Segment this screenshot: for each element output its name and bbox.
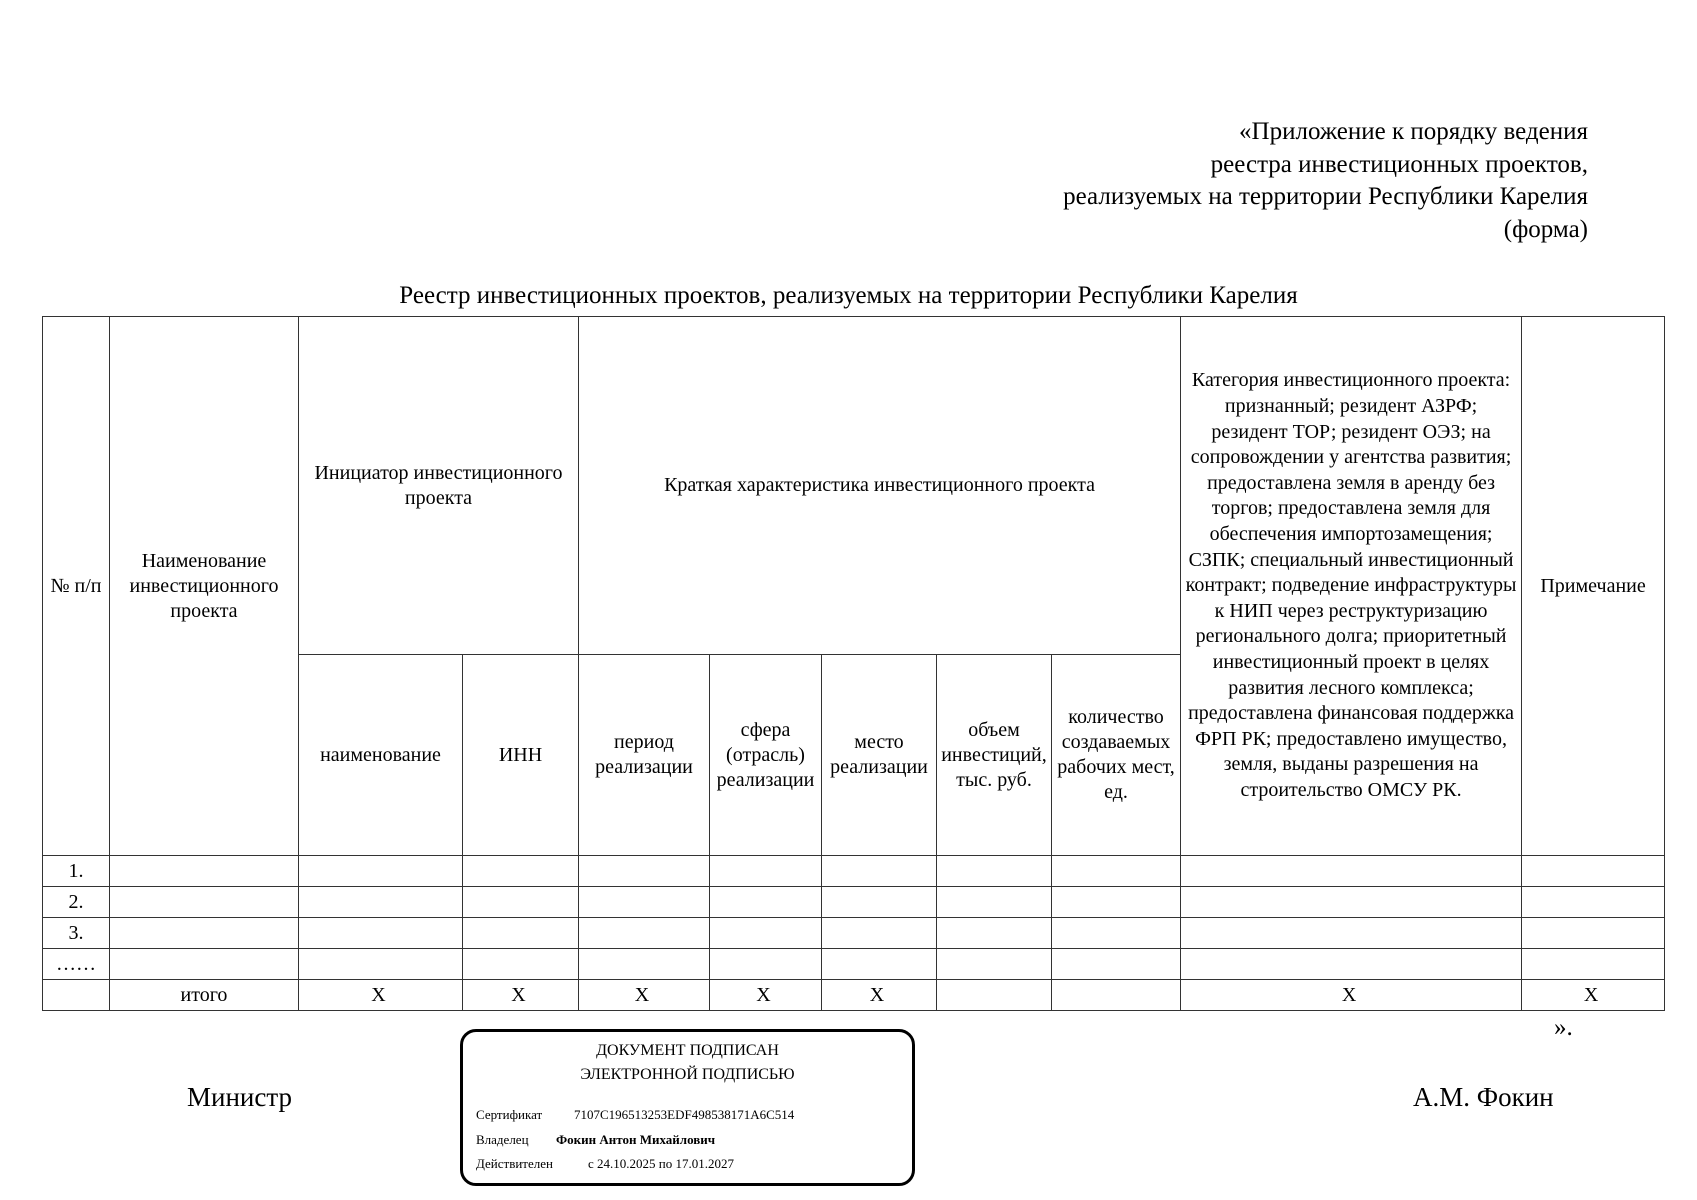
document-title: Реестр инвестиционных проектов, реализуемых на территории Республики Карелия [399,282,1298,309]
table-cell [1522,856,1665,887]
stamp-title-line-2: ЭЛЕКТРОННОЙ ПОДПИСЬЮ [580,1066,795,1083]
table-cell [937,949,1052,980]
table-cell [1052,980,1181,1011]
header-project-name: Наименование инвестиционного проекта [110,317,299,856]
table-cell [1181,918,1522,949]
table-cell [463,887,579,918]
table-cell [822,918,937,949]
subheader-sphere: сфера (отрасль) реализации [710,655,822,856]
subheader-inn: ИНН [463,655,579,856]
table-cell [299,949,463,980]
appendix-line: «Приложение к порядку ведения [1239,118,1588,145]
table-cell [1052,887,1181,918]
stamp-certificate-label: Сертификат [476,1107,543,1122]
row-number: 2. [43,887,110,918]
table-cell [1181,887,1522,918]
total-row [43,980,1665,1011]
total-label: итого [110,980,299,1011]
table-cell [579,856,710,887]
closing-quote: ». [1554,1014,1573,1041]
row-number: 3. [43,918,110,949]
table-cell [463,918,579,949]
total-x: X [579,980,710,1011]
total-x: X [1522,980,1665,1011]
total-x: X [710,980,822,1011]
appendix-line: реестра инвестиционных проектов, [1210,150,1588,178]
table-cell [579,918,710,949]
table-cell [710,856,822,887]
table-cell [937,980,1052,1011]
table-cell [1052,918,1181,949]
table-cell [299,887,463,918]
table-cell [710,949,822,980]
header-initiator: Инициатор инвестиционного проекта [299,317,579,655]
table-cell [1522,887,1665,918]
registry-table [42,316,1665,1011]
table-cell [822,856,937,887]
table-cell [1181,949,1522,980]
table-cell [822,949,937,980]
stamp-certificate-row [476,1107,794,1123]
total-x: X [1181,980,1522,1011]
header-note: Примечание [1522,317,1665,856]
table-cell [463,949,579,980]
signatory-name: А.М. Фокин [1413,1082,1554,1112]
table-cell [463,856,579,887]
subheader-volume: объем инвестиций, тыс. руб. [937,655,1052,856]
table-cell [710,887,822,918]
header-characteristics: Краткая характеристика инвестиционного проекта [579,317,1181,655]
table-row [43,918,1665,949]
table-cell [110,918,299,949]
stamp-certificate-value: 7107C196513253EDF498538171A6C514 [574,1107,795,1122]
table-cell [1522,949,1665,980]
table-cell [299,918,463,949]
appendix-line: (форма) [1503,215,1588,243]
stamp-owner-value: Фокин Антон Михайлович [556,1132,716,1147]
stamp-validity-row [476,1156,734,1172]
appendix-line: реализуемых на территории Республики Карелия [1063,183,1588,210]
stamp-validity-label: Действителен [476,1156,553,1171]
stamp-owner-label: Владелец [476,1132,529,1147]
table-cell [937,918,1052,949]
subheader-initiator-name: наименование [299,655,463,856]
row-number: 1. [43,856,110,887]
stamp-owner-row [476,1132,715,1148]
table-cell [43,980,110,1011]
table-cell [579,887,710,918]
table-cell [1181,856,1522,887]
appendix-header [888,116,1588,246]
total-x: X [463,980,579,1011]
total-x: X [299,980,463,1011]
table-cell [1522,918,1665,949]
electronic-signature-stamp [460,1029,915,1186]
table-row [43,856,1665,887]
table-cell [299,856,463,887]
table-cell [110,887,299,918]
table-cell [937,856,1052,887]
table-cell [710,918,822,949]
header-num: № п/п [43,317,110,856]
stamp-validity-value: с 24.10.2025 по 17.01.2027 [588,1156,734,1171]
total-x: X [822,980,937,1011]
signatory-position: Министр [187,1082,292,1112]
table-row [43,887,1665,918]
table-cell [1052,856,1181,887]
table-cell [110,949,299,980]
header-row [43,317,1665,655]
table-cell [822,887,937,918]
subheader-period: период реализации [579,655,710,856]
table-row [43,949,1665,980]
table-cell [110,856,299,887]
row-number: …… [43,949,110,980]
table-cell [1052,949,1181,980]
subheader-place: место реализации [822,655,937,856]
subheader-jobs: количество создаваемых рабочих мест, ед. [1052,655,1181,856]
table-cell [579,949,710,980]
stamp-title-line-1: ДОКУМЕНТ ПОДПИСАН [596,1042,779,1059]
header-category: Категория инвестиционного проекта: признанный; резидент АЗРФ; резидент ТОР; резидент ОЭЗ; на сопровождении у агентства развития; предоставлена земля в аренду без торгов; предоставлена земля для обеспечения импортозамещения; СЗПК; специальный инвестиционный контракт; подведение инфраструктуры к НИП через реструктуризацию регионального долга; приоритетный инвестиционный проект в целях развития лесного комплекса; предоставлена финансовая поддержка ФРП РК; предоставлено имущество, земля, выданы разрешения на строительство ОМСУ РК. [1181,317,1522,856]
table-cell [937,887,1052,918]
